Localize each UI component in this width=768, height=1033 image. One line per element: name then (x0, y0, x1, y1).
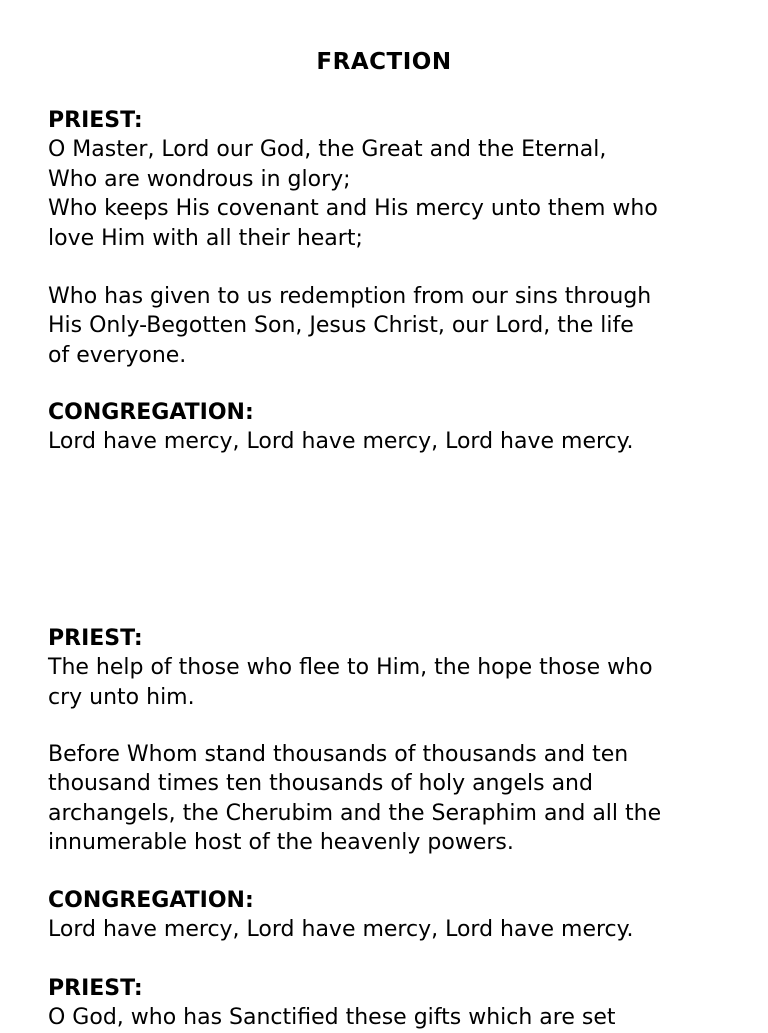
congregation-section (48, 886, 738, 945)
prayer-line: archangels, the Cherubim and the Seraphim and all the (48, 800, 662, 826)
response-line: Lord have mercy, Lord have mercy, Lord have mercy. (48, 429, 634, 455)
prayer-line: Before Whom stand thousands of thousands and ten (48, 742, 629, 767)
page-title: FRACTION (316, 49, 452, 75)
prayer-line: O God, who has Sanctified these gifts which are set (48, 1005, 616, 1031)
prayer-line: cry unto him. (48, 684, 195, 710)
prayer-line: love Him with all their heart; (48, 225, 363, 251)
speaker-label: PRIEST: (48, 626, 143, 651)
prayer-line: Who keeps His covenant and His mercy unto them who (48, 196, 658, 222)
priest-section (48, 106, 738, 253)
prayer-paragraph (48, 282, 738, 370)
speaker-label: PRIEST: (48, 976, 143, 1001)
prayer-line: O Master, Lord our God, the Great and the Eternal, (48, 137, 607, 163)
prayer-paragraph (48, 740, 738, 858)
prayer-line: of everyone. (48, 342, 187, 368)
prayer-line: Who has given to us redemption from our sins through (48, 284, 652, 309)
speaker-label: PRIEST: (48, 108, 143, 133)
speaker-label: CONGREGATION: (48, 888, 254, 913)
prayer-line: His Only-Begotten Son, Jesus Christ, our Lord, the life (48, 313, 634, 339)
congregation-section (48, 398, 738, 457)
prayer-line: thousand times ten thousands of holy angels and (48, 771, 593, 797)
priest-section (48, 624, 738, 712)
prayer-line: innumerable host of the heavenly powers. (48, 830, 514, 856)
speaker-label: CONGREGATION: (48, 400, 254, 425)
prayer-line: The help of those who flee to Him, the hope those who (48, 655, 653, 681)
prayer-line: Who are wondrous in glory; (48, 166, 351, 192)
response-line: Lord have mercy, Lord have mercy, Lord have mercy. (48, 917, 634, 943)
